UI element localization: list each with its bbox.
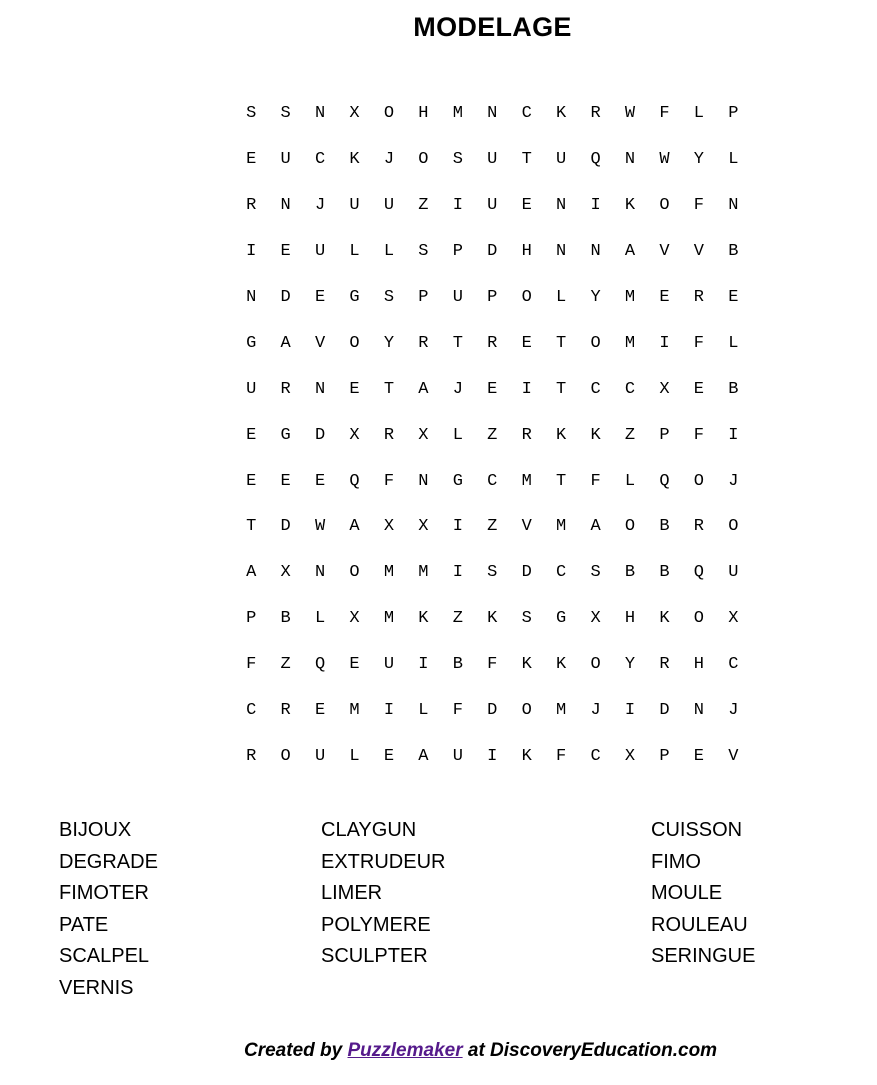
grid-cell: M [624, 288, 636, 307]
grid-cell: B [659, 517, 670, 537]
grid-cell: M [383, 563, 395, 583]
grid-cell: Q [349, 471, 360, 491]
grid-cell: U [487, 196, 498, 216]
grid-cell: Z [280, 655, 291, 675]
word-list-item: SERINGUE [651, 945, 756, 968]
grid-cell: L [624, 471, 636, 491]
grid-cell: L [728, 333, 739, 353]
grid-cell: E [280, 471, 291, 491]
grid-cell: S [487, 563, 498, 583]
grid-cell: O [659, 196, 670, 216]
grid-cell: O [693, 609, 704, 629]
grid-cell: P [659, 746, 670, 766]
grid-cell: R [693, 517, 704, 537]
grid-cell: Y [590, 288, 601, 307]
grid-cell: H [624, 609, 636, 629]
grid-cell: X [383, 517, 395, 537]
grid-row [234, 366, 751, 412]
grid-cell: P [452, 242, 463, 262]
grid-cell: F [246, 655, 257, 675]
grid-cell: U [383, 196, 395, 216]
word-list-item: DEGRADE [59, 850, 158, 873]
grid-cell: X [659, 379, 670, 399]
grid-cell: C [590, 379, 601, 399]
grid-cell: V [314, 333, 326, 353]
grid-cell: E [280, 242, 291, 262]
grid-cell: E [246, 150, 257, 170]
grid-cell: O [349, 333, 360, 353]
grid-cell: L [693, 104, 704, 124]
grid-cell: G [349, 288, 360, 307]
grid-cell: R [693, 288, 704, 307]
grid-cell: D [487, 701, 498, 721]
grid-cell: S [521, 609, 532, 629]
grid-cell: G [246, 333, 257, 353]
grid-cell: X [728, 609, 739, 629]
grid-cell: O [624, 517, 636, 537]
grid-cell: M [556, 517, 567, 537]
grid-cell: T [246, 517, 257, 537]
grid-cell: E [693, 379, 704, 399]
grid-cell: A [418, 379, 429, 399]
word-list-item: VERNIS [59, 976, 134, 999]
grid-cell: A [624, 242, 636, 262]
grid-cell: U [452, 288, 463, 307]
grid-cell: S [383, 288, 395, 307]
grid-cell: M [556, 701, 567, 721]
grid-row [234, 733, 751, 779]
grid-cell: K [624, 196, 636, 216]
grid-cell: K [418, 609, 429, 629]
grid-cell: O [728, 517, 739, 537]
footer-suffix: at DiscoveryEducation.com [462, 1040, 718, 1061]
grid-cell: Z [452, 609, 463, 629]
grid-cell: F [590, 471, 601, 491]
grid-cell: O [349, 563, 360, 583]
grid-cell: F [383, 471, 395, 491]
grid-cell: V [693, 242, 704, 262]
grid-cell: X [624, 746, 636, 766]
grid-cell: M [521, 471, 532, 491]
grid-cell: F [487, 655, 498, 675]
grid-cell: N [487, 104, 498, 124]
grid-cell: M [624, 333, 636, 353]
grid-row [234, 275, 751, 321]
grid-cell: K [487, 609, 498, 629]
grid-cell: U [314, 746, 326, 766]
grid-cell: L [383, 242, 395, 262]
grid-cell: A [280, 333, 291, 353]
grid-cell: X [349, 425, 360, 445]
grid-cell: E [246, 425, 257, 445]
grid-cell: U [314, 242, 326, 262]
grid-cell: M [349, 701, 360, 721]
grid-cell: I [246, 242, 257, 262]
grid-cell: Q [693, 563, 704, 583]
grid-cell: K [521, 655, 532, 675]
grid-cell: E [728, 288, 739, 307]
word-list-item: FIMOTER [59, 882, 149, 905]
grid-cell: Z [487, 425, 498, 445]
grid-cell: E [246, 471, 257, 491]
grid-cell: L [314, 609, 326, 629]
grid-cell: K [349, 150, 360, 170]
grid-cell: N [728, 196, 739, 216]
grid-cell: T [556, 471, 567, 491]
word-list-item: LIMER [321, 882, 383, 905]
grid-cell: P [487, 288, 498, 307]
grid-row [234, 137, 751, 183]
grid-cell: P [246, 609, 257, 629]
grid-cell: E [383, 746, 395, 766]
grid-cell: N [590, 242, 601, 262]
grid-cell: K [659, 609, 670, 629]
grid-cell: K [556, 104, 567, 124]
grid-cell: D [659, 701, 670, 721]
grid-cell: B [624, 563, 636, 583]
grid-cell: T [556, 379, 567, 399]
grid-cell: E [314, 701, 326, 721]
grid-cell: N [556, 242, 567, 262]
grid-cell: F [659, 104, 670, 124]
grid-row [234, 320, 751, 366]
grid-cell: Q [314, 655, 326, 675]
grid-cell: E [349, 655, 360, 675]
grid-cell: I [624, 701, 636, 721]
letter-grid [234, 91, 751, 779]
grid-cell: D [521, 563, 532, 583]
grid-cell: G [452, 471, 463, 491]
grid-cell: I [452, 517, 463, 537]
grid-cell: C [728, 655, 739, 675]
grid-cell: P [728, 104, 739, 124]
grid-row [234, 596, 751, 642]
grid-row [234, 642, 751, 688]
grid-cell: U [452, 746, 463, 766]
grid-cell: X [590, 609, 601, 629]
grid-cell: U [383, 655, 395, 675]
grid-cell: N [314, 104, 326, 124]
grid-cell: V [728, 746, 739, 766]
grid-cell: N [693, 701, 704, 721]
grid-cell: U [349, 196, 360, 216]
grid-cell: T [383, 379, 395, 399]
grid-cell: P [418, 288, 429, 307]
grid-cell: C [314, 150, 326, 170]
grid-cell: K [590, 425, 601, 445]
grid-cell: R [383, 425, 395, 445]
grid-cell: V [521, 517, 532, 537]
grid-cell: Y [693, 150, 704, 170]
grid-cell: N [246, 288, 257, 307]
word-list-item: CUISSON [651, 819, 743, 841]
word-list-item: ROULEAU [651, 913, 748, 936]
grid-cell: J [728, 701, 739, 721]
grid-cell: W [624, 104, 636, 124]
grid-cell: N [624, 150, 636, 170]
grid-cell: P [659, 425, 670, 445]
grid-cell: O [383, 104, 395, 124]
grid-cell: E [314, 288, 326, 307]
grid-cell: A [590, 517, 601, 537]
grid-cell: X [349, 104, 360, 124]
grid-cell: D [280, 517, 291, 537]
word-list-item: PATE [59, 913, 109, 936]
grid-cell: J [314, 196, 326, 216]
grid-cell: E [659, 288, 670, 307]
grid-cell: S [418, 242, 429, 262]
grid-cell: Z [418, 196, 429, 216]
grid-cell: N [418, 471, 429, 491]
puzzle-title: MODELAGE [413, 12, 572, 42]
word-list-item: MOULE [651, 882, 723, 905]
grid-cell: G [556, 609, 567, 629]
grid-cell: Z [624, 425, 636, 445]
grid-cell: C [590, 746, 601, 766]
grid-cell: F [693, 425, 704, 445]
grid-cell: U [556, 150, 567, 170]
grid-cell: I [590, 196, 601, 216]
grid-cell: M [418, 563, 429, 583]
grid-cell: J [590, 701, 601, 721]
grid-cell: O [280, 746, 291, 766]
grid-cell: Y [624, 655, 636, 675]
grid-cell: H [693, 655, 704, 675]
footer-credit [244, 1040, 717, 1062]
grid-row [234, 412, 751, 458]
grid-row [234, 550, 751, 596]
grid-cell: L [452, 425, 463, 445]
grid-row [234, 91, 751, 137]
grid-cell: R [659, 655, 670, 675]
word-list-item: BIJOUX [59, 819, 132, 841]
grid-cell: T [556, 333, 567, 353]
grid-cell: U [246, 379, 257, 399]
grid-cell: Q [659, 471, 670, 491]
grid-cell: V [659, 242, 670, 262]
word-list-item: SCULPTER [321, 945, 428, 968]
grid-cell: R [280, 701, 291, 721]
grid-cell: L [349, 746, 360, 766]
grid-cell: K [521, 746, 532, 766]
grid-cell: R [246, 196, 257, 216]
grid-cell: B [728, 242, 739, 262]
grid-cell: B [452, 655, 463, 675]
grid-cell: N [314, 563, 326, 583]
grid-cell: Z [487, 517, 498, 537]
grid-cell: E [487, 379, 498, 399]
grid-cell: D [314, 425, 326, 445]
grid-row [234, 688, 751, 734]
grid-cell: I [659, 333, 670, 353]
grid-cell: I [728, 425, 739, 445]
word-list-item: FIMO [651, 850, 701, 873]
grid-cell: S [280, 104, 291, 124]
grid-cell: W [314, 517, 326, 537]
grid-cell: E [521, 196, 532, 216]
grid-cell: N [556, 196, 567, 216]
grid-cell: X [349, 609, 360, 629]
grid-cell: E [314, 471, 326, 491]
grid-cell: B [728, 379, 739, 399]
grid-cell: F [452, 701, 463, 721]
grid-cell: I [452, 196, 463, 216]
grid-cell: E [349, 379, 360, 399]
grid-cell: Y [383, 333, 395, 353]
grid-cell: F [693, 333, 704, 353]
grid-cell: K [556, 425, 567, 445]
grid-cell: E [693, 746, 704, 766]
word-list-column-1 [59, 815, 158, 1005]
grid-cell: C [624, 379, 636, 399]
grid-cell: F [556, 746, 567, 766]
grid-row [234, 229, 751, 275]
grid-cell: X [418, 517, 429, 537]
grid-cell: R [590, 104, 601, 124]
grid-cell: O [590, 333, 601, 353]
grid-cell: A [349, 517, 360, 537]
grid-cell: I [383, 701, 395, 721]
grid-cell: T [521, 150, 532, 170]
grid-cell: R [246, 746, 257, 766]
grid-cell: A [246, 563, 257, 583]
word-list-item: POLYMERE [321, 913, 431, 936]
grid-cell: I [521, 379, 532, 399]
grid-cell: Q [590, 150, 601, 170]
grid-cell: O [418, 150, 429, 170]
grid-cell: E [521, 333, 532, 353]
grid-cell: C [487, 471, 498, 491]
grid-cell: B [659, 563, 670, 583]
grid-cell: C [556, 563, 567, 583]
grid-cell: I [418, 655, 429, 675]
word-list-item: CLAYGUN [321, 819, 417, 841]
grid-cell: D [280, 288, 291, 307]
grid-row [234, 504, 751, 550]
grid-cell: O [521, 701, 532, 721]
word-list-item: SCALPEL [59, 945, 150, 968]
grid-cell: R [280, 379, 291, 399]
grid-cell: A [418, 746, 429, 766]
grid-cell: M [383, 609, 395, 629]
grid-cell: L [728, 150, 739, 170]
grid-row [234, 458, 751, 504]
grid-cell: D [487, 242, 498, 262]
grid-cell: T [452, 333, 463, 353]
grid-cell: W [659, 150, 670, 170]
grid-cell: S [246, 104, 257, 124]
grid-cell: F [693, 196, 704, 216]
grid-cell: O [590, 655, 601, 675]
grid-cell: S [452, 150, 463, 170]
grid-cell: R [521, 425, 532, 445]
grid-cell: L [418, 701, 429, 721]
grid-cell: O [693, 471, 704, 491]
grid-cell: C [246, 701, 257, 721]
grid-cell: B [280, 609, 291, 629]
grid-cell: J [728, 471, 739, 491]
footer-prefix: Created by [244, 1040, 348, 1061]
grid-cell: I [452, 563, 463, 583]
grid-cell: H [521, 242, 532, 262]
grid-cell: U [487, 150, 498, 170]
word-list-column-2 [321, 815, 445, 973]
grid-cell: X [418, 425, 429, 445]
grid-cell: L [556, 288, 567, 307]
grid-cell: U [728, 563, 739, 583]
grid-cell: X [280, 563, 291, 583]
grid-cell: R [487, 333, 498, 353]
grid-cell: N [314, 379, 326, 399]
grid-cell: S [590, 563, 601, 583]
word-list-item: EXTRUDEUR [321, 850, 446, 873]
grid-cell: N [280, 196, 291, 216]
grid-cell: H [418, 104, 429, 124]
grid-cell: C [521, 104, 532, 124]
grid-cell: O [521, 288, 532, 307]
grid-cell: J [452, 379, 463, 399]
grid-cell: I [487, 746, 498, 766]
grid-cell: R [418, 333, 429, 353]
word-list-column-3 [651, 815, 755, 973]
grid-cell: U [280, 150, 291, 170]
grid-row [234, 183, 751, 229]
grid-cell: K [556, 655, 567, 675]
grid-cell: G [280, 425, 291, 445]
grid-cell: L [349, 242, 360, 262]
grid-cell: M [452, 104, 463, 124]
grid-cell: J [383, 150, 395, 170]
puzzlemaker-link[interactable]: Puzzlemaker [347, 1040, 463, 1061]
